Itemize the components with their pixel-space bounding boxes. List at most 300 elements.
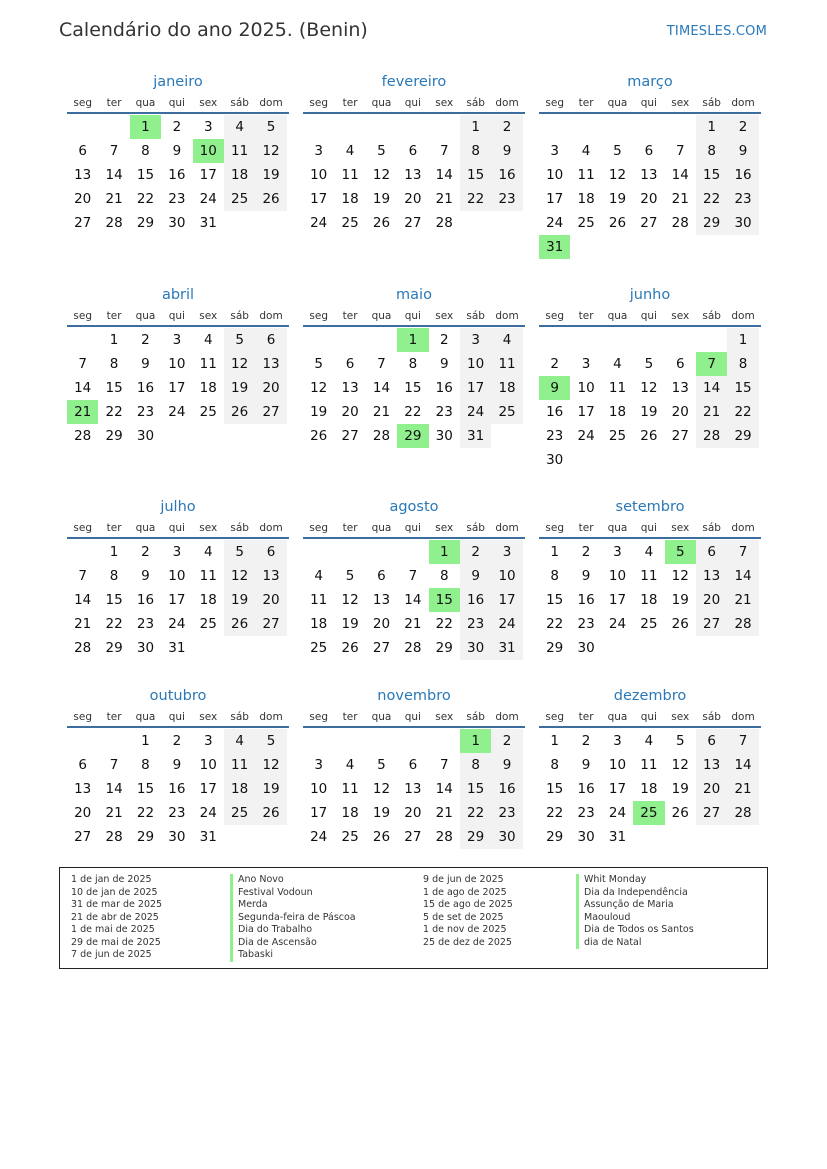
day-cell[interactable]: 13 <box>696 564 727 588</box>
day-cell[interactable]: 28 <box>435 829 453 845</box>
holiday-day-cell[interactable]: 9 <box>539 376 570 400</box>
day-cell[interactable]: 2 <box>491 729 522 753</box>
day-cell[interactable]: 3 <box>203 733 213 749</box>
day-cell[interactable]: 5 <box>255 729 286 753</box>
day-cell[interactable]: 29 <box>136 829 155 845</box>
day-cell[interactable]: 15 <box>546 592 564 608</box>
holiday-day-cell[interactable]: 10 <box>193 139 224 163</box>
day-cell[interactable]: 26 <box>341 640 359 656</box>
day-cell[interactable]: 18 <box>491 376 522 400</box>
day-cell[interactable]: 16 <box>136 380 155 396</box>
day-cell[interactable]: 13 <box>372 592 391 608</box>
day-cell[interactable]: 17 <box>168 592 186 608</box>
day-cell[interactable]: 6 <box>408 757 418 773</box>
day-cell[interactable]: 6 <box>644 143 654 159</box>
day-cell[interactable]: 26 <box>608 215 627 231</box>
day-cell[interactable]: 8 <box>141 143 150 159</box>
day-cell[interactable]: 8 <box>109 356 119 372</box>
day-cell[interactable]: 24 <box>491 612 522 636</box>
day-cell[interactable]: 12 <box>224 352 255 376</box>
day-cell[interactable]: 7 <box>78 568 87 584</box>
day-cell[interactable]: 12 <box>255 139 286 163</box>
day-cell[interactable]: 8 <box>460 139 491 163</box>
day-cell[interactable]: 25 <box>310 640 328 656</box>
day-cell[interactable]: 25 <box>341 215 359 231</box>
day-cell[interactable]: 12 <box>341 592 359 608</box>
day-cell[interactable]: 23 <box>491 187 522 211</box>
day-cell[interactable]: 25 <box>224 801 255 825</box>
day-cell[interactable]: 28 <box>727 801 758 825</box>
day-cell[interactable]: 26 <box>224 400 255 424</box>
day-cell[interactable]: 7 <box>109 143 119 159</box>
day-cell[interactable]: 4 <box>203 544 213 560</box>
day-cell[interactable]: 2 <box>172 733 182 749</box>
day-cell[interactable]: 19 <box>372 805 391 821</box>
day-cell[interactable]: 28 <box>727 612 758 636</box>
day-cell[interactable]: 15 <box>105 380 123 396</box>
day-cell[interactable]: 5 <box>675 733 685 749</box>
day-cell[interactable]: 22 <box>136 805 155 821</box>
day-cell[interactable]: 6 <box>255 540 286 564</box>
day-cell[interactable]: 14 <box>372 380 391 396</box>
day-cell[interactable]: 31 <box>199 829 217 845</box>
holiday-day-cell[interactable]: 1 <box>397 328 428 352</box>
day-cell[interactable]: 9 <box>141 356 150 372</box>
day-cell[interactable]: 6 <box>675 356 685 372</box>
day-cell[interactable]: 29 <box>546 640 564 656</box>
day-cell[interactable]: 10 <box>546 167 564 183</box>
holiday-day-cell[interactable]: 21 <box>67 400 98 424</box>
day-cell[interactable]: 3 <box>581 356 591 372</box>
day-cell[interactable]: 24 <box>608 805 627 821</box>
day-cell[interactable]: 14 <box>404 592 422 608</box>
day-cell[interactable]: 8 <box>727 352 758 376</box>
day-cell[interactable]: 13 <box>404 167 422 183</box>
day-cell[interactable]: 23 <box>168 805 186 821</box>
day-cell[interactable]: 18 <box>199 592 217 608</box>
day-cell[interactable]: 28 <box>74 428 92 444</box>
day-cell[interactable]: 3 <box>314 757 323 773</box>
day-cell[interactable]: 19 <box>341 616 359 632</box>
day-cell[interactable]: 25 <box>491 400 522 424</box>
day-cell[interactable]: 12 <box>608 167 627 183</box>
day-cell[interactable]: 13 <box>671 380 689 396</box>
day-cell[interactable]: 29 <box>105 640 123 656</box>
day-cell[interactable]: 29 <box>136 215 155 231</box>
day-cell[interactable]: 11 <box>491 352 522 376</box>
holiday-day-cell[interactable]: 1 <box>130 115 161 139</box>
day-cell[interactable]: 2 <box>727 115 758 139</box>
day-cell[interactable]: 1 <box>696 115 727 139</box>
day-cell[interactable]: 3 <box>314 143 323 159</box>
day-cell[interactable]: 7 <box>408 568 418 584</box>
day-cell[interactable]: 1 <box>109 544 119 560</box>
day-cell[interactable]: 31 <box>168 640 186 656</box>
day-cell[interactable]: 19 <box>671 592 689 608</box>
day-cell[interactable]: 13 <box>341 380 359 396</box>
day-cell[interactable]: 13 <box>255 564 286 588</box>
day-cell[interactable]: 17 <box>310 805 328 821</box>
day-cell[interactable]: 24 <box>199 191 217 207</box>
day-cell[interactable]: 7 <box>109 757 119 773</box>
day-cell[interactable]: 2 <box>172 119 182 135</box>
day-cell[interactable]: 24 <box>310 215 328 231</box>
day-cell[interactable]: 19 <box>224 376 255 400</box>
day-cell[interactable]: 20 <box>640 191 658 207</box>
day-cell[interactable]: 20 <box>74 805 92 821</box>
day-cell[interactable]: 30 <box>136 640 155 656</box>
day-cell[interactable]: 27 <box>74 829 92 845</box>
day-cell[interactable]: 13 <box>74 781 92 797</box>
day-cell[interactable]: 17 <box>199 167 217 183</box>
day-cell[interactable]: 12 <box>372 167 391 183</box>
day-cell[interactable]: 4 <box>345 757 355 773</box>
day-cell[interactable]: 16 <box>168 781 186 797</box>
day-cell[interactable]: 12 <box>671 568 689 584</box>
holiday-day-cell[interactable]: 5 <box>665 540 696 564</box>
holiday-day-cell[interactable]: 7 <box>696 352 727 376</box>
day-cell[interactable]: 3 <box>613 544 622 560</box>
day-cell[interactable]: 6 <box>696 729 727 753</box>
day-cell[interactable]: 16 <box>168 167 186 183</box>
day-cell[interactable]: 1 <box>460 115 491 139</box>
day-cell[interactable]: 12 <box>640 380 658 396</box>
day-cell[interactable]: 17 <box>546 191 564 207</box>
day-cell[interactable]: 17 <box>608 781 627 797</box>
day-cell[interactable]: 14 <box>105 781 123 797</box>
day-cell[interactable]: 12 <box>372 781 391 797</box>
day-cell[interactable]: 27 <box>404 215 422 231</box>
day-cell[interactable]: 25 <box>224 187 255 211</box>
day-cell[interactable]: 21 <box>696 400 727 424</box>
day-cell[interactable]: 7 <box>377 356 386 372</box>
holiday-day-cell[interactable]: 15 <box>429 588 460 612</box>
day-cell[interactable]: 30 <box>577 829 595 845</box>
day-cell[interactable]: 27 <box>255 612 286 636</box>
day-cell[interactable]: 23 <box>435 404 453 420</box>
day-cell[interactable]: 2 <box>491 115 522 139</box>
day-cell[interactable]: 23 <box>460 612 491 636</box>
day-cell[interactable]: 13 <box>255 352 286 376</box>
day-cell[interactable]: 25 <box>608 428 627 444</box>
day-cell[interactable]: 10 <box>168 356 186 372</box>
day-cell[interactable]: 16 <box>491 163 522 187</box>
day-cell[interactable]: 14 <box>727 753 758 777</box>
day-cell[interactable]: 15 <box>404 380 422 396</box>
day-cell[interactable]: 11 <box>341 167 359 183</box>
day-cell[interactable]: 2 <box>550 356 559 372</box>
day-cell[interactable]: 29 <box>460 825 491 849</box>
day-cell[interactable]: 9 <box>141 568 150 584</box>
day-cell[interactable]: 6 <box>345 356 355 372</box>
day-cell[interactable]: 14 <box>105 167 123 183</box>
day-cell[interactable]: 15 <box>727 376 758 400</box>
day-cell[interactable]: 3 <box>172 544 182 560</box>
day-cell[interactable]: 16 <box>435 380 453 396</box>
day-cell[interactable]: 29 <box>435 640 453 656</box>
day-cell[interactable]: 22 <box>460 187 491 211</box>
day-cell[interactable]: 8 <box>109 568 119 584</box>
day-cell[interactable]: 12 <box>255 753 286 777</box>
day-cell[interactable]: 24 <box>310 829 328 845</box>
day-cell[interactable]: 5 <box>255 115 286 139</box>
day-cell[interactable]: 25 <box>199 404 217 420</box>
day-cell[interactable]: 17 <box>310 191 328 207</box>
day-cell[interactable]: 27 <box>74 215 92 231</box>
day-cell[interactable]: 22 <box>105 616 123 632</box>
day-cell[interactable]: 6 <box>377 568 386 584</box>
day-cell[interactable]: 6 <box>696 540 727 564</box>
day-cell[interactable]: 22 <box>546 805 564 821</box>
day-cell[interactable]: 17 <box>460 376 491 400</box>
day-cell[interactable]: 5 <box>314 356 323 372</box>
day-cell[interactable]: 11 <box>640 568 658 584</box>
day-cell[interactable]: 30 <box>168 215 186 231</box>
day-cell[interactable]: 18 <box>577 191 595 207</box>
day-cell[interactable]: 3 <box>613 733 622 749</box>
day-cell[interactable]: 24 <box>546 215 564 231</box>
day-cell[interactable]: 10 <box>460 352 491 376</box>
day-cell[interactable]: 31 <box>491 636 522 660</box>
day-cell[interactable]: 9 <box>727 139 758 163</box>
day-cell[interactable]: 6 <box>78 757 87 773</box>
day-cell[interactable]: 10 <box>310 167 328 183</box>
day-cell[interactable]: 19 <box>640 404 658 420</box>
day-cell[interactable]: 9 <box>491 753 522 777</box>
day-cell[interactable]: 6 <box>408 143 418 159</box>
day-cell[interactable]: 18 <box>341 805 359 821</box>
day-cell[interactable]: 4 <box>224 115 255 139</box>
day-cell[interactable]: 5 <box>377 143 386 159</box>
day-cell[interactable]: 24 <box>168 404 186 420</box>
day-cell[interactable]: 2 <box>460 540 491 564</box>
day-cell[interactable]: 8 <box>550 757 559 773</box>
day-cell[interactable]: 15 <box>546 781 564 797</box>
day-cell[interactable]: 10 <box>608 757 627 773</box>
day-cell[interactable]: 7 <box>439 757 449 773</box>
day-cell[interactable]: 13 <box>696 753 727 777</box>
day-cell[interactable]: 20 <box>696 588 727 612</box>
day-cell[interactable]: 5 <box>613 143 622 159</box>
day-cell[interactable]: 4 <box>581 143 591 159</box>
day-cell[interactable]: 13 <box>74 167 92 183</box>
day-cell[interactable]: 1 <box>141 733 150 749</box>
day-cell[interactable]: 20 <box>255 588 286 612</box>
brand-link[interactable]: TIMESLES.COM <box>666 24 767 39</box>
day-cell[interactable]: 6 <box>78 143 87 159</box>
day-cell[interactable]: 16 <box>577 592 595 608</box>
day-cell[interactable]: 11 <box>640 757 658 773</box>
day-cell[interactable]: 28 <box>404 640 422 656</box>
day-cell[interactable]: 21 <box>404 616 422 632</box>
day-cell[interactable]: 7 <box>727 729 758 753</box>
day-cell[interactable]: 8 <box>141 757 150 773</box>
day-cell[interactable]: 21 <box>671 191 689 207</box>
day-cell[interactable]: 17 <box>199 781 217 797</box>
day-cell[interactable]: 22 <box>546 616 564 632</box>
day-cell[interactable]: 2 <box>141 544 150 560</box>
day-cell[interactable]: 18 <box>224 163 255 187</box>
day-cell[interactable]: 26 <box>224 612 255 636</box>
day-cell[interactable]: 3 <box>491 540 522 564</box>
day-cell[interactable]: 11 <box>224 753 255 777</box>
day-cell[interactable]: 18 <box>640 592 658 608</box>
day-cell[interactable]: 24 <box>608 616 627 632</box>
day-cell[interactable]: 10 <box>310 781 328 797</box>
day-cell[interactable]: 12 <box>310 380 328 396</box>
day-cell[interactable]: 20 <box>255 376 286 400</box>
day-cell[interactable]: 7 <box>439 143 449 159</box>
day-cell[interactable]: 26 <box>310 428 328 444</box>
day-cell[interactable]: 26 <box>255 187 286 211</box>
day-cell[interactable]: 8 <box>460 753 491 777</box>
day-cell[interactable]: 16 <box>460 588 491 612</box>
day-cell[interactable]: 8 <box>550 568 559 584</box>
day-cell[interactable]: 2 <box>581 544 591 560</box>
day-cell[interactable]: 13 <box>404 781 422 797</box>
day-cell[interactable]: 7 <box>727 540 758 564</box>
holiday-day-cell[interactable]: 29 <box>397 424 428 448</box>
day-cell[interactable]: 31 <box>608 829 627 845</box>
day-cell[interactable]: 18 <box>608 404 627 420</box>
day-cell[interactable]: 31 <box>199 215 217 231</box>
day-cell[interactable]: 26 <box>372 215 391 231</box>
day-cell[interactable]: 11 <box>224 139 255 163</box>
day-cell[interactable]: 27 <box>255 400 286 424</box>
day-cell[interactable]: 19 <box>255 777 286 801</box>
day-cell[interactable]: 17 <box>491 588 522 612</box>
day-cell[interactable]: 18 <box>341 191 359 207</box>
day-cell[interactable]: 4 <box>491 328 522 352</box>
day-cell[interactable]: 14 <box>727 564 758 588</box>
day-cell[interactable]: 20 <box>671 404 689 420</box>
day-cell[interactable]: 14 <box>671 167 689 183</box>
day-cell[interactable]: 19 <box>255 163 286 187</box>
day-cell[interactable]: 21 <box>727 588 758 612</box>
day-cell[interactable]: 21 <box>105 805 123 821</box>
day-cell[interactable]: 29 <box>696 211 727 235</box>
day-cell[interactable]: 11 <box>199 568 217 584</box>
holiday-day-cell[interactable]: 25 <box>633 801 664 825</box>
day-cell[interactable]: 8 <box>696 139 727 163</box>
day-cell[interactable]: 22 <box>435 616 453 632</box>
day-cell[interactable]: 11 <box>199 356 217 372</box>
day-cell[interactable]: 24 <box>168 616 186 632</box>
day-cell[interactable]: 15 <box>696 163 727 187</box>
day-cell[interactable]: 29 <box>105 428 123 444</box>
day-cell[interactable]: 27 <box>372 640 391 656</box>
day-cell[interactable]: 1 <box>109 332 119 348</box>
day-cell[interactable]: 27 <box>341 428 359 444</box>
day-cell[interactable]: 11 <box>577 167 595 183</box>
day-cell[interactable]: 11 <box>341 781 359 797</box>
day-cell[interactable]: 22 <box>404 404 422 420</box>
day-cell[interactable]: 28 <box>372 428 391 444</box>
day-cell[interactable]: 17 <box>608 592 627 608</box>
day-cell[interactable]: 23 <box>136 404 155 420</box>
day-cell[interactable]: 16 <box>136 592 155 608</box>
day-cell[interactable]: 19 <box>310 404 328 420</box>
day-cell[interactable]: 3 <box>172 332 182 348</box>
day-cell[interactable]: 15 <box>136 167 155 183</box>
day-cell[interactable]: 21 <box>435 191 453 207</box>
day-cell[interactable]: 4 <box>644 733 654 749</box>
day-cell[interactable]: 1 <box>550 544 559 560</box>
day-cell[interactable]: 25 <box>341 829 359 845</box>
day-cell[interactable]: 20 <box>341 404 359 420</box>
day-cell[interactable]: 30 <box>460 636 491 660</box>
day-cell[interactable]: 14 <box>435 167 453 183</box>
day-cell[interactable]: 16 <box>577 781 595 797</box>
day-cell[interactable]: 6 <box>255 328 286 352</box>
day-cell[interactable]: 30 <box>136 428 155 444</box>
day-cell[interactable]: 10 <box>168 568 186 584</box>
day-cell[interactable]: 28 <box>105 829 123 845</box>
day-cell[interactable]: 22 <box>460 801 491 825</box>
day-cell[interactable]: 20 <box>404 805 422 821</box>
day-cell[interactable]: 30 <box>727 211 758 235</box>
day-cell[interactable]: 5 <box>224 540 255 564</box>
day-cell[interactable]: 9 <box>172 757 182 773</box>
day-cell[interactable]: 3 <box>550 143 559 159</box>
day-cell[interactable]: 22 <box>696 187 727 211</box>
day-cell[interactable]: 26 <box>640 428 658 444</box>
day-cell[interactable]: 23 <box>577 805 595 821</box>
day-cell[interactable]: 11 <box>608 380 627 396</box>
day-cell[interactable]: 2 <box>581 733 591 749</box>
day-cell[interactable]: 7 <box>78 356 87 372</box>
day-cell[interactable]: 22 <box>136 191 155 207</box>
day-cell[interactable]: 24 <box>199 805 217 821</box>
day-cell[interactable]: 28 <box>671 215 689 231</box>
day-cell[interactable]: 30 <box>546 452 564 468</box>
day-cell[interactable]: 1 <box>727 328 758 352</box>
day-cell[interactable]: 25 <box>199 616 217 632</box>
holiday-day-cell[interactable]: 31 <box>539 235 570 259</box>
day-cell[interactable]: 23 <box>546 428 564 444</box>
day-cell[interactable]: 28 <box>105 215 123 231</box>
day-cell[interactable]: 20 <box>404 191 422 207</box>
day-cell[interactable]: 21 <box>372 404 391 420</box>
day-cell[interactable]: 5 <box>224 328 255 352</box>
day-cell[interactable]: 20 <box>74 191 92 207</box>
day-cell[interactable]: 16 <box>491 777 522 801</box>
day-cell[interactable]: 18 <box>199 380 217 396</box>
day-cell[interactable]: 23 <box>727 187 758 211</box>
day-cell[interactable]: 30 <box>435 428 453 444</box>
day-cell[interactable]: 4 <box>345 143 355 159</box>
day-cell[interactable]: 30 <box>168 829 186 845</box>
day-cell[interactable]: 27 <box>671 428 689 444</box>
day-cell[interactable]: 4 <box>314 568 323 584</box>
day-cell[interactable]: 14 <box>696 376 727 400</box>
day-cell[interactable]: 25 <box>640 616 658 632</box>
day-cell[interactable]: 18 <box>224 777 255 801</box>
day-cell[interactable]: 19 <box>372 191 391 207</box>
day-cell[interactable]: 28 <box>74 640 92 656</box>
day-cell[interactable]: 4 <box>224 729 255 753</box>
day-cell[interactable]: 4 <box>644 544 654 560</box>
day-cell[interactable]: 16 <box>727 163 758 187</box>
day-cell[interactable]: 9 <box>581 568 591 584</box>
day-cell[interactable]: 18 <box>310 616 328 632</box>
holiday-day-cell[interactable]: 1 <box>460 729 491 753</box>
day-cell[interactable]: 5 <box>345 568 355 584</box>
day-cell[interactable]: 12 <box>671 757 689 773</box>
day-cell[interactable]: 21 <box>435 805 453 821</box>
day-cell[interactable]: 26 <box>372 829 391 845</box>
day-cell[interactable]: 24 <box>460 400 491 424</box>
